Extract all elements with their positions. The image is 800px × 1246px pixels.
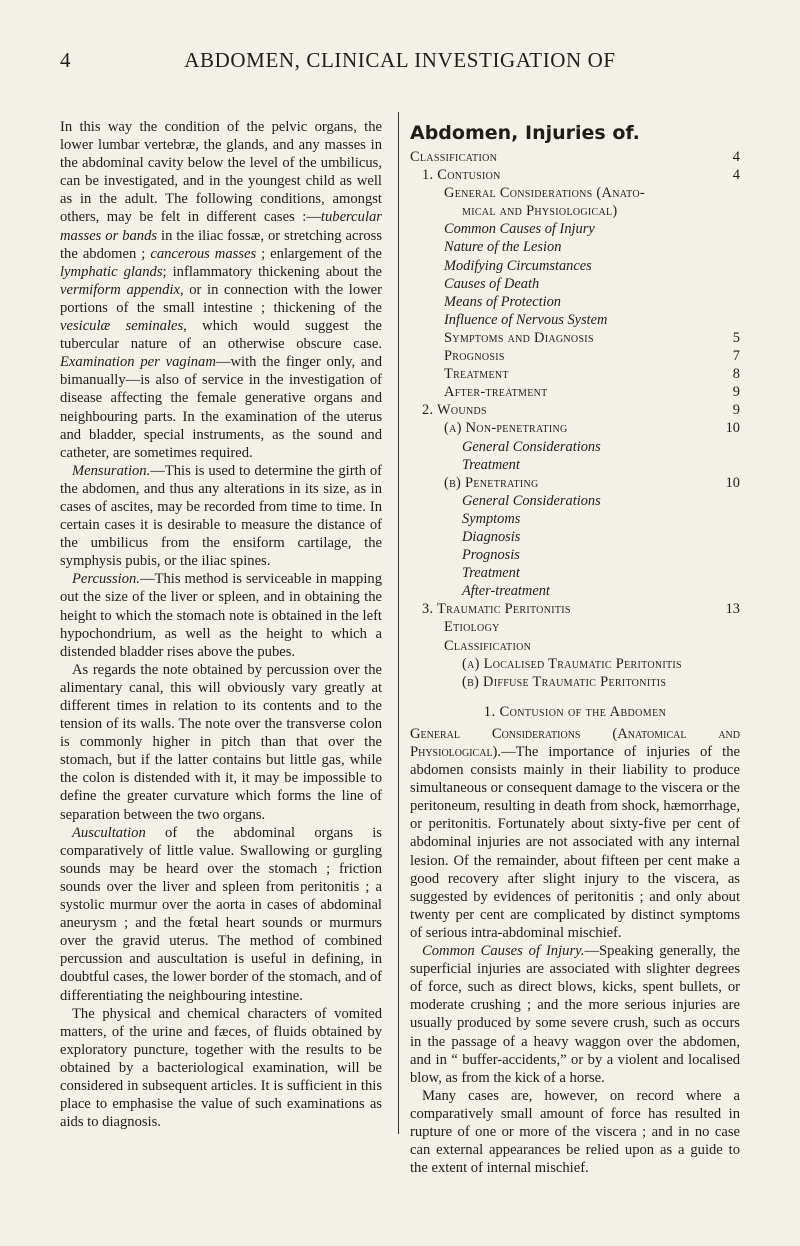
- toc-label: Prognosis: [462, 547, 520, 564]
- toc-entry: [410, 528, 740, 546]
- toc-entry: [410, 202, 740, 220]
- toc-page: [718, 582, 740, 600]
- toc-entry: [410, 347, 740, 365]
- toc-label: 1. Contusion: [422, 167, 501, 184]
- toc-entry: [410, 257, 740, 275]
- paragraph-percussion-note: As regards the note obtained by percussion over the alimentary canal, this will obviously vary greatly at different times in relation to its contents and to the tension of its walls. The note over the transverse colon is commonly higher in pitch than that over the stomach, but if the latter contains but little gas, while the colon is distended with it, it may be impossible to define the greater curvature which forms the line of separation between the two organs.: [60, 661, 382, 823]
- toc-label: Treatment: [444, 366, 509, 383]
- toc-label: Symptoms and Diagnosis: [444, 329, 594, 346]
- toc-label: After-treatment: [444, 384, 548, 401]
- toc-label: (b) Diffuse Traumatic Peritonitis: [462, 673, 667, 690]
- toc-page: 10: [725, 474, 740, 491]
- toc-page: [718, 673, 740, 691]
- toc-label: Treatment: [462, 565, 520, 582]
- toc-entry: [410, 275, 740, 293]
- toc-label: 2. Wounds: [422, 402, 487, 419]
- entry-title: Abdomen, Injuries of.: [410, 122, 640, 144]
- toc-page: 8: [732, 366, 740, 383]
- toc-entry: [410, 582, 740, 600]
- paragraph-percussion: Percussion.—This method is serviceable in mapping out the size of the liver or spleen, and in obtaining the height to which the stomach note is obtained in the left hypochondrium, as well as the height to which a distended bladder rises above the pubes.: [60, 571, 382, 660]
- toc-entry: [410, 474, 740, 492]
- toc-page: [718, 438, 740, 456]
- right-column: [410, 118, 740, 1177]
- toc-entry: [410, 600, 740, 618]
- toc-page: 4: [732, 167, 740, 184]
- toc-label: General Considerations: [462, 492, 601, 509]
- toc-label: mical and Physiological): [462, 203, 618, 220]
- column-divider: [398, 112, 399, 1134]
- toc-entry: [410, 365, 740, 383]
- toc-label: 3. Traumatic Peritonitis: [422, 601, 571, 618]
- section-heading: 1. Contusion of the Abdomen: [483, 703, 667, 720]
- toc-label: Diagnosis: [462, 528, 521, 545]
- toc-page: [718, 564, 740, 582]
- paragraph-many-cases: Many cases are, however, on record where a comparatively small amount of force has resulted in rupture of one or more of the viscera ; and in no case can external appearances be relied upon as a guide to the extent of internal mischief.: [410, 1087, 740, 1177]
- toc-entry: [410, 492, 740, 510]
- toc-label: Nature of the Lesion: [444, 239, 562, 256]
- toc-entry: [410, 673, 740, 691]
- toc-entry: [410, 510, 740, 528]
- toc-page: 10: [725, 420, 740, 437]
- toc-entry: [410, 148, 740, 166]
- toc-entry: [410, 293, 740, 311]
- toc-entry: [410, 456, 740, 474]
- toc-entry: [410, 166, 740, 184]
- toc-page: [718, 456, 740, 474]
- toc-entry: [410, 401, 740, 419]
- toc-page: [718, 655, 740, 673]
- toc-entry: [410, 419, 740, 437]
- table-of-contents: [410, 148, 740, 691]
- paragraph-auscultation: Auscultation of the abdominal organs is comparatively of little value. Swallowing or gurgling sounds may be heard over the stomach ; friction sounds over the liver and spleen from peritonitis ; a systolic murmur over the aorta in cases of abdominal aneurysm ; and the fœtal heart sounds or murmurs over the gravid uterus. The method of combined percussion and auscultation is useful in defining, in doubtful cases, the lower border of the stomach, and of differentiating the neighbouring intestine.: [60, 824, 382, 1004]
- paragraph-palpation: In this way the condition of the pelvic organs, the lower lumbar vertebræ, the glands, and any masses in the abdominal cavity below the level of the umbilicus, can be investigated, and in the youngest child as well as in the adult. The following conditions, amongst others, may be felt in different cases :—tubercular masses or bands in the iliac fossæ, or stretching across the abdomen ; cancerous masses ; enlargement of the lymphatic glands; inflammatory thickening about the vermiform appendix, or in connection with the lower portions of the small intestine ; thickening of the vesiculæ seminales, which would suggest the tubercular nature of an otherwise obscure case. Examination per vaginam—with the finger only, and bimanually—is also of service in the investigation of disease affecting the female generative organs and neighbouring parts. In the examination of the uterus and bladder, special instruments, as the sound and catheter, are sometimes required.: [60, 119, 383, 461]
- paragraph-characters: The physical and chemical characters of vomited matters, of the urine and fæces, of fluids obtained by exploratory puncture, together with the results to be obtained by a bacteriological examination, will be considered in subsequent articles. It is sufficient in this place to emphasise the value of such examinations as aids to diagnosis.: [60, 1005, 382, 1131]
- toc-entry: [410, 618, 740, 636]
- toc-entry: [410, 383, 740, 401]
- toc-page: 9: [732, 402, 740, 419]
- page-number: 4: [60, 48, 72, 72]
- toc-label: (b) Penetrating: [444, 474, 539, 491]
- toc-entry: [410, 655, 740, 673]
- toc-label: Symptoms: [462, 510, 521, 527]
- toc-entry: [410, 637, 740, 655]
- toc-label: Classification: [444, 637, 532, 654]
- toc-label: Prognosis: [444, 348, 505, 365]
- toc-page: [718, 618, 740, 636]
- toc-label: General Considerations (Anato-: [444, 185, 645, 202]
- toc-label: General Considerations: [462, 438, 601, 455]
- toc-label: (a) Localised Traumatic Peritonitis: [462, 655, 682, 672]
- toc-entry: [410, 546, 740, 564]
- toc-label: Classification: [410, 149, 498, 165]
- toc-label: Influence of Nervous System: [444, 311, 608, 328]
- toc-page: [718, 293, 740, 311]
- toc-page: [718, 275, 740, 293]
- toc-label: Causes of Death: [444, 275, 540, 292]
- toc-page: 7: [732, 348, 740, 365]
- paragraph-common-causes: Common Causes of Injury.—Speaking generally, the superficial injuries are associated with slighter degrees of force, such as direct blows, kicks, spent bullets, or moderate crushing ; and the more serious injuries are usually produced by some severe crush, such as occurs in the passage of a heavy waggon over the abdomen, and in “ buffer-accidents,” or by a violent and localised blow, as from the kick of a horse.: [410, 943, 740, 1086]
- toc-page: [718, 238, 740, 256]
- toc-page: 5: [732, 329, 740, 346]
- toc-entry: [410, 184, 740, 202]
- toc-page: 9: [732, 384, 740, 401]
- running-head: [60, 48, 740, 73]
- toc-entry: [410, 220, 740, 238]
- toc-entry: [410, 438, 740, 456]
- toc-page: [718, 311, 740, 329]
- toc-page: 4: [732, 149, 740, 165]
- toc-label: After-treatment: [462, 583, 550, 600]
- running-title: ABDOMEN, CLINICAL INVESTIGATION OF: [184, 48, 616, 72]
- toc-page: [718, 257, 740, 275]
- toc-entry: [410, 311, 740, 329]
- toc-label: Etiology: [444, 619, 500, 636]
- left-column: [60, 118, 382, 1131]
- toc-page: [718, 220, 740, 238]
- toc-page: [718, 637, 740, 655]
- toc-label: Common Causes of Injury: [444, 221, 595, 238]
- paragraph-general-considerations: General Considerations (Anatomical and Physiological).—The importance of injuries of the abdomen consists mainly in their liability to produce simultaneous or consequent damage to the viscera or the peritoneum, resulting in death from shock, hæmorrhage, or peritonitis. Fortunately about sixty-five per cent of abdominal injuries are not associated with any internal lesion. Of the remainder, about fifteen per cent make a good recovery after slight injury to the viscera, as suggested by evidences of peritonitis ; and only about twenty per cent are complicated by distinct symptoms of serious intra-abdominal mischief.: [410, 725, 740, 941]
- toc-label: Means of Protection: [444, 293, 561, 310]
- toc-page: [718, 492, 740, 510]
- toc-page: [718, 546, 740, 564]
- toc-page: [718, 528, 740, 546]
- toc-page: [718, 510, 740, 528]
- paragraph-mensuration: Mensuration.—This is used to determine the girth of the abdomen, and thus any alterations in its size, as in cases of ascites, may be recorded from time to time. In certain cases it is desirable to measure the distance of the umbilicus from the ensiform cartilage, the symphysis pubis, or the iliac spines.: [60, 462, 382, 570]
- toc-label: Modifying Circumstances: [444, 257, 592, 274]
- toc-entry: [410, 564, 740, 582]
- toc-page: 13: [725, 601, 740, 618]
- toc-page: [718, 202, 740, 220]
- toc-label: Treatment: [462, 456, 520, 473]
- toc-entry: [410, 329, 740, 347]
- toc-page: [718, 184, 740, 202]
- toc-label: (a) Non-penetrating: [444, 420, 568, 437]
- toc-entry: [410, 238, 740, 256]
